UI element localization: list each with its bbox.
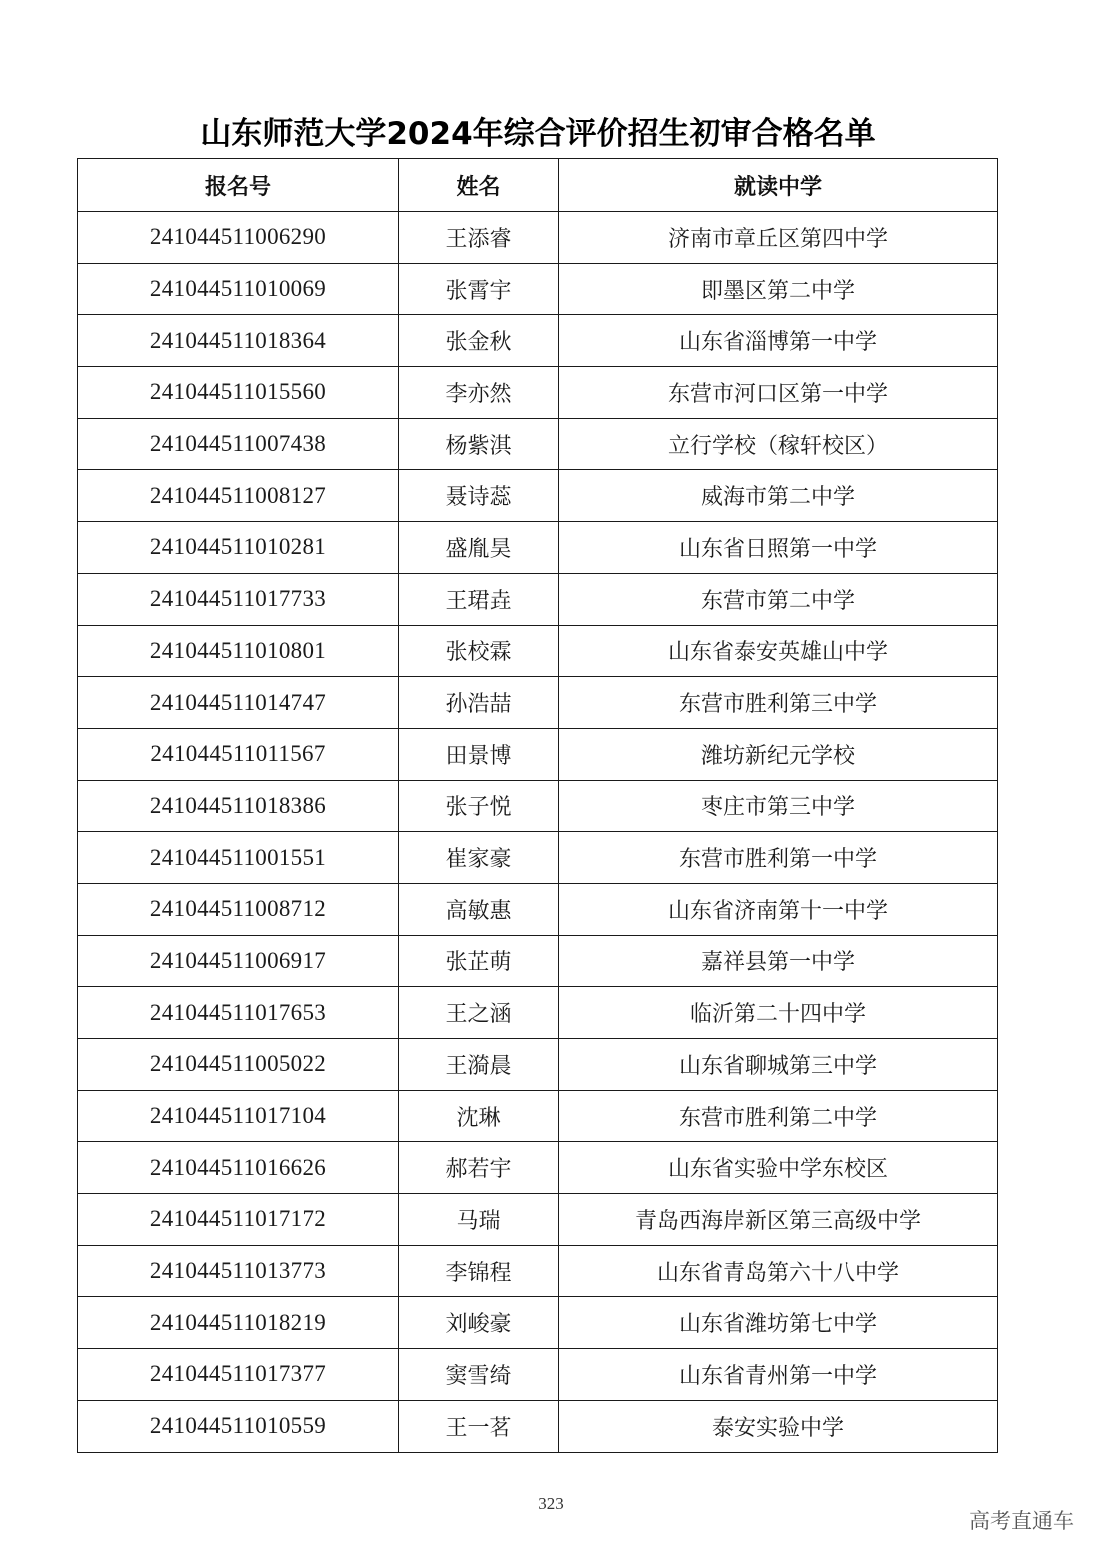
student-name-cell: 张校霖	[399, 625, 559, 677]
registration-number-cell: 241044511010559	[78, 1400, 399, 1452]
registration-number-cell: 241044511017104	[78, 1090, 399, 1142]
table-row	[78, 1090, 998, 1142]
table-row	[78, 1349, 998, 1401]
student-name-cell: 田景博	[399, 728, 559, 780]
registration-number-cell: 241044511010801	[78, 625, 399, 677]
school-name-cell: 山东省潍坊第七中学	[559, 1297, 998, 1349]
student-name-cell: 孙浩喆	[399, 677, 559, 729]
table-row	[78, 883, 998, 935]
student-name-cell: 郝若宇	[399, 1142, 559, 1194]
registration-number-cell: 241044511008712	[78, 883, 399, 935]
table-row	[78, 212, 998, 264]
registration-number-cell: 241044511016626	[78, 1142, 399, 1194]
page-title: 山东师范大学2024年综合评价招生初审合格名单	[200, 116, 876, 152]
registration-number-cell: 241044511018364	[78, 315, 399, 367]
column-header-registration-number: 报名号	[78, 159, 399, 212]
school-name-cell: 山东省青州第一中学	[559, 1349, 998, 1401]
column-header-school: 就读中学	[559, 159, 998, 212]
school-name-cell: 临沂第二十四中学	[559, 987, 998, 1039]
table-row	[78, 728, 998, 780]
registration-number-cell: 241044511018219	[78, 1297, 399, 1349]
table-row	[78, 1400, 998, 1452]
registration-number-cell: 241044511001551	[78, 832, 399, 884]
school-name-cell: 山东省淄博第一中学	[559, 315, 998, 367]
admission-list-table	[77, 158, 998, 1453]
table-row	[78, 1245, 998, 1297]
registration-number-cell: 241044511017733	[78, 573, 399, 625]
school-name-cell: 立行学校（稼轩校区）	[559, 418, 998, 470]
registration-number-cell: 241044511017172	[78, 1194, 399, 1246]
table-row	[78, 573, 998, 625]
table-row	[78, 832, 998, 884]
school-name-cell: 东营市第二中学	[559, 573, 998, 625]
student-name-cell: 聂诗蕊	[399, 470, 559, 522]
table-row	[78, 418, 998, 470]
school-name-cell: 山东省实验中学东校区	[559, 1142, 998, 1194]
school-name-cell: 山东省聊城第三中学	[559, 1039, 998, 1091]
student-name-cell: 杨紫淇	[399, 418, 559, 470]
school-name-cell: 东营市胜利第二中学	[559, 1090, 998, 1142]
student-name-cell: 张芷萌	[399, 935, 559, 987]
table-row	[78, 315, 998, 367]
registration-number-cell: 241044511017653	[78, 987, 399, 1039]
student-name-cell: 高敏惠	[399, 883, 559, 935]
school-name-cell: 泰安实验中学	[559, 1400, 998, 1452]
table-body	[78, 212, 998, 1453]
table-row	[78, 780, 998, 832]
student-name-cell: 沈琳	[399, 1090, 559, 1142]
student-name-cell: 张霄宇	[399, 263, 559, 315]
table-row	[78, 935, 998, 987]
school-name-cell: 山东省泰安英雄山中学	[559, 625, 998, 677]
table-row	[78, 1142, 998, 1194]
school-name-cell: 潍坊新纪元学校	[559, 728, 998, 780]
student-name-cell: 王添睿	[399, 212, 559, 264]
table-row	[78, 1039, 998, 1091]
student-name-cell: 崔家豪	[399, 832, 559, 884]
registration-number-cell: 241044511010069	[78, 263, 399, 315]
registration-number-cell: 241044511013773	[78, 1245, 399, 1297]
table-row	[78, 367, 998, 419]
table-row	[78, 625, 998, 677]
registration-number-cell: 241044511010281	[78, 522, 399, 574]
school-name-cell: 东营市河口区第一中学	[559, 367, 998, 419]
registration-number-cell: 241044511007438	[78, 418, 399, 470]
school-name-cell: 青岛西海岸新区第三高级中学	[559, 1194, 998, 1246]
table-row	[78, 522, 998, 574]
table-row	[78, 1297, 998, 1349]
school-name-cell: 济南市章丘区第四中学	[559, 212, 998, 264]
table-row	[78, 470, 998, 522]
student-name-cell: 王一茗	[399, 1400, 559, 1452]
table-row	[78, 263, 998, 315]
table-row	[78, 677, 998, 729]
registration-number-cell: 241044511008127	[78, 470, 399, 522]
student-name-cell: 王漪晨	[399, 1039, 559, 1091]
student-name-cell: 盛胤昊	[399, 522, 559, 574]
registration-number-cell: 241044511015560	[78, 367, 399, 419]
student-name-cell: 张金秋	[399, 315, 559, 367]
student-name-cell: 窦雪绮	[399, 1349, 559, 1401]
school-name-cell: 东营市胜利第一中学	[559, 832, 998, 884]
school-name-cell: 山东省济南第十一中学	[559, 883, 998, 935]
student-name-cell: 王之涵	[399, 987, 559, 1039]
school-name-cell: 嘉祥县第一中学	[559, 935, 998, 987]
school-name-cell: 威海市第二中学	[559, 470, 998, 522]
registration-number-cell: 241044511018386	[78, 780, 399, 832]
school-name-cell: 东营市胜利第三中学	[559, 677, 998, 729]
student-name-cell: 王珺垚	[399, 573, 559, 625]
watermark: 高考直通车	[969, 1509, 1074, 1533]
registration-number-cell: 241044511006290	[78, 212, 399, 264]
page-number: 323	[538, 1494, 564, 1513]
registration-number-cell: 241044511005022	[78, 1039, 399, 1091]
table-header-row	[78, 159, 998, 212]
registration-number-cell: 241044511006917	[78, 935, 399, 987]
student-name-cell: 刘峻豪	[399, 1297, 559, 1349]
student-name-cell: 马瑞	[399, 1194, 559, 1246]
student-name-cell: 张子悦	[399, 780, 559, 832]
column-header-name: 姓名	[399, 159, 559, 212]
registration-number-cell: 241044511017377	[78, 1349, 399, 1401]
school-name-cell: 即墨区第二中学	[559, 263, 998, 315]
registration-number-cell: 241044511014747	[78, 677, 399, 729]
registration-number-cell: 241044511011567	[78, 728, 399, 780]
student-name-cell: 李锦程	[399, 1245, 559, 1297]
table-row	[78, 1194, 998, 1246]
student-name-cell: 李亦然	[399, 367, 559, 419]
school-name-cell: 山东省青岛第六十八中学	[559, 1245, 998, 1297]
school-name-cell: 枣庄市第三中学	[559, 780, 998, 832]
school-name-cell: 山东省日照第一中学	[559, 522, 998, 574]
table-row	[78, 987, 998, 1039]
